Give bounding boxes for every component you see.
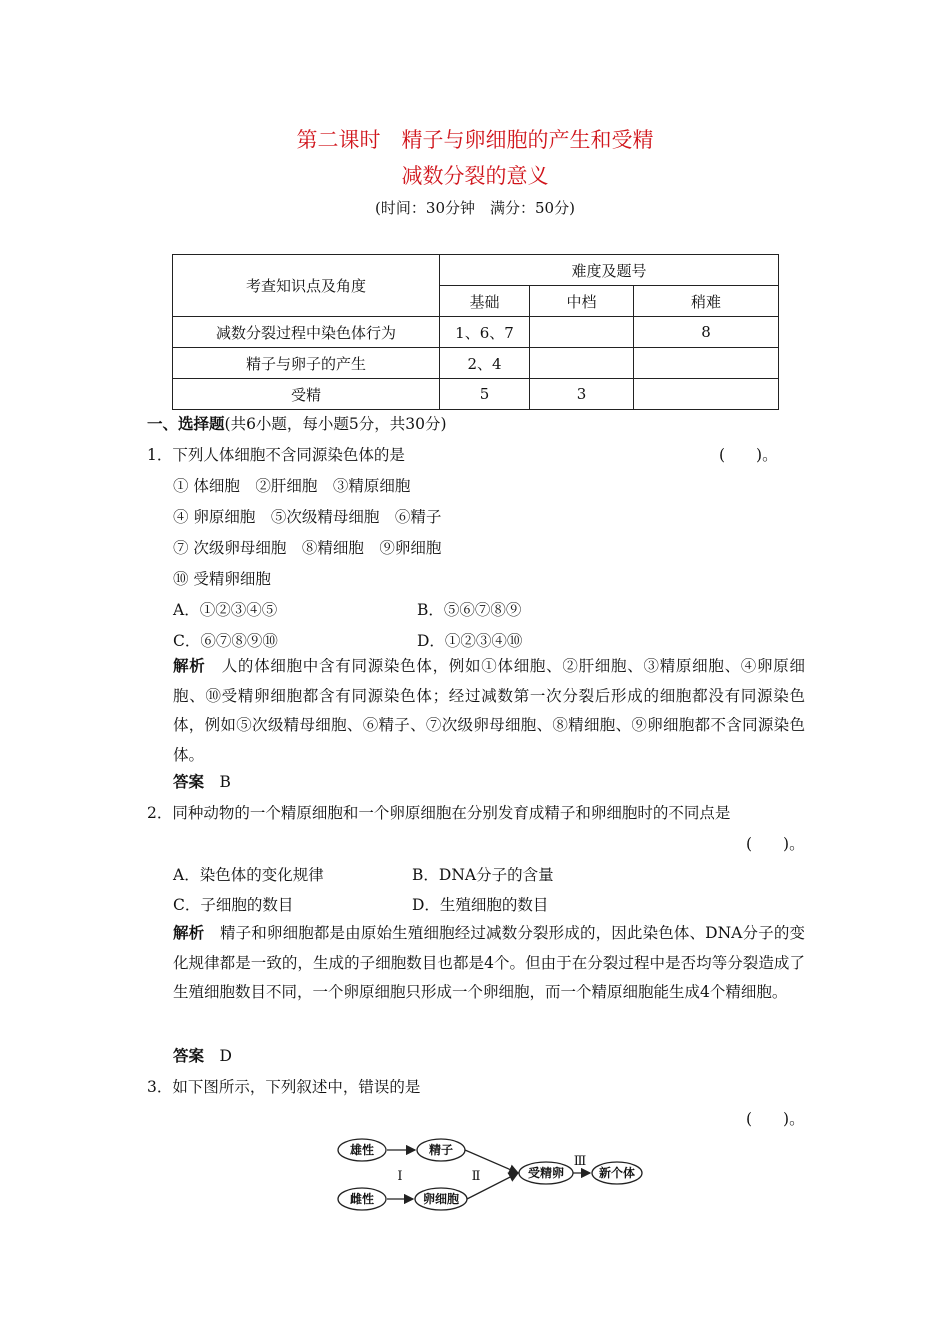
table-cell-hard: 8 xyxy=(634,317,779,348)
table-cell-basic: 1、6、7 xyxy=(440,317,530,348)
q1-answer-label: 答案 xyxy=(173,773,205,791)
label-stage-2: Ⅱ xyxy=(471,1169,481,1184)
table-cell-mid xyxy=(530,317,634,348)
table-cell-topic: 精子与卵子的产生 xyxy=(173,348,440,379)
knowledge-table xyxy=(172,254,779,410)
label-male: 雄性 xyxy=(349,1143,375,1157)
section-heading xyxy=(147,412,447,434)
q3-answer-paren: ( )。 xyxy=(746,1110,805,1128)
q1-option-c: C．⑥⑦⑧⑨⑩ xyxy=(173,632,278,650)
label-new-individual: 新个体 xyxy=(598,1166,636,1180)
table-header-difficulty: 难度及题号 xyxy=(440,255,779,286)
q1-stem: 1．下列人体细胞不含同源染色体的是 xyxy=(147,446,405,464)
q2-stem: 2．同种动物的一个精原细胞和一个卵原细胞在分别发育成精子和卵细胞时的不同点是 xyxy=(147,804,731,822)
q2-option-c: C．子细胞的数目 xyxy=(173,896,294,914)
table-cell-basic: 2、4 xyxy=(440,348,530,379)
table-cell-topic: 受精 xyxy=(173,379,440,410)
page-subtitle: 减数分裂的意义 xyxy=(401,164,549,188)
q2-answer-paren: ( )。 xyxy=(746,835,805,853)
q2-answer-label: 答案 xyxy=(173,1047,205,1065)
q2-answer xyxy=(173,1044,232,1066)
q1-item-line: ① 体细胞 ②肝细胞 ③精原细胞 xyxy=(173,477,411,495)
q3-stem: 3．如下图所示，下列叙述中，错误的是 xyxy=(147,1078,421,1096)
q2-answer-value: D xyxy=(219,1047,232,1065)
q1-item-line: ⑩ 受精卵细胞 xyxy=(173,570,271,588)
table-row xyxy=(173,317,779,348)
q2-option-a: A．染色体的变化规律 xyxy=(173,866,324,884)
q1-option-a: A．①②③④⑤ xyxy=(173,601,278,619)
q1-item-line: ⑦ 次级卵母细胞 ⑧精细胞 ⑨卵细胞 xyxy=(173,539,442,557)
q2-explanation-label: 解析 xyxy=(173,924,205,942)
q1-option-d: D．①②③④⑩ xyxy=(417,632,523,650)
table-cell-hard xyxy=(634,379,779,410)
section-note: (共6小题，每小题5分，共30分) xyxy=(224,415,447,433)
q2-explanation-text: 精子和卵细胞都是由原始生殖细胞经过减数分裂形成的，因此染色体、DNA分子的变化规律都是一致的，生成的子细胞数目也都是4个。但由于在分裂过程中是否均等分裂造成了生殖细胞数目不同，一个卵原细胞只形成一个卵细胞，而一个精原细胞能生成4个精细胞。 xyxy=(173,924,805,1001)
table-cell-topic: 减数分裂过程中染色体行为 xyxy=(173,317,440,348)
table-cell-hard xyxy=(634,348,779,379)
table-cell-mid xyxy=(530,348,634,379)
q1-explanation xyxy=(173,652,805,770)
label-female: 雌性 xyxy=(349,1192,375,1206)
q1-answer-paren: ( )。 xyxy=(719,446,778,464)
table-subheader-hard: 稍难 xyxy=(634,286,779,317)
q1-option-b: B．⑤⑥⑦⑧⑨ xyxy=(417,601,522,619)
section-label: 一、选择题 xyxy=(147,415,225,433)
table-cell-basic: 5 xyxy=(440,379,530,410)
label-sperm: 精子 xyxy=(428,1143,454,1157)
table-subheader-basic: 基础 xyxy=(440,286,530,317)
table-subheader-mid: 中档 xyxy=(530,286,634,317)
q1-explanation-label: 解析 xyxy=(173,657,206,675)
table-cell-mid: 3 xyxy=(530,379,634,410)
table-row xyxy=(173,348,779,379)
table-header-topic: 考查知识点及角度 xyxy=(173,255,440,317)
label-stage-1: Ⅰ xyxy=(397,1169,403,1184)
label-zygote: 受精卵 xyxy=(527,1166,565,1180)
table-row xyxy=(173,379,779,410)
time-score-note: (时间：30分钟 满分：50分) xyxy=(375,199,575,217)
label-egg: 卵细胞 xyxy=(422,1192,460,1206)
q2-option-d: D．生殖细胞的数目 xyxy=(412,896,549,914)
q1-explanation-text: 人的体细胞中含有同源染色体，例如①体细胞、②肝细胞、③精原细胞、④卵原细胞、⑩受精卵细胞都含有同源染色体；经过减数第一次分裂后形成的细胞都没有同源染色体，例如⑤次级精母细胞、⑥精子、⑦次级卵母细胞、⑧精细胞、⑨卵细胞都不含同源染色体。 xyxy=(173,657,805,764)
q1-item-line: ④ 卵原细胞 ⑤次级精母细胞 ⑥精子 xyxy=(173,508,442,526)
q2-explanation xyxy=(173,919,805,1008)
fertilization-diagram xyxy=(330,1130,650,1225)
page-title: 第二课时 精子与卵细胞的产生和受精 xyxy=(296,128,654,152)
q1-answer xyxy=(173,770,231,792)
q1-answer-value: B xyxy=(219,773,231,791)
label-stage-3: Ⅲ xyxy=(573,1154,587,1169)
q2-option-b: B．DNA分子的含量 xyxy=(412,866,554,884)
